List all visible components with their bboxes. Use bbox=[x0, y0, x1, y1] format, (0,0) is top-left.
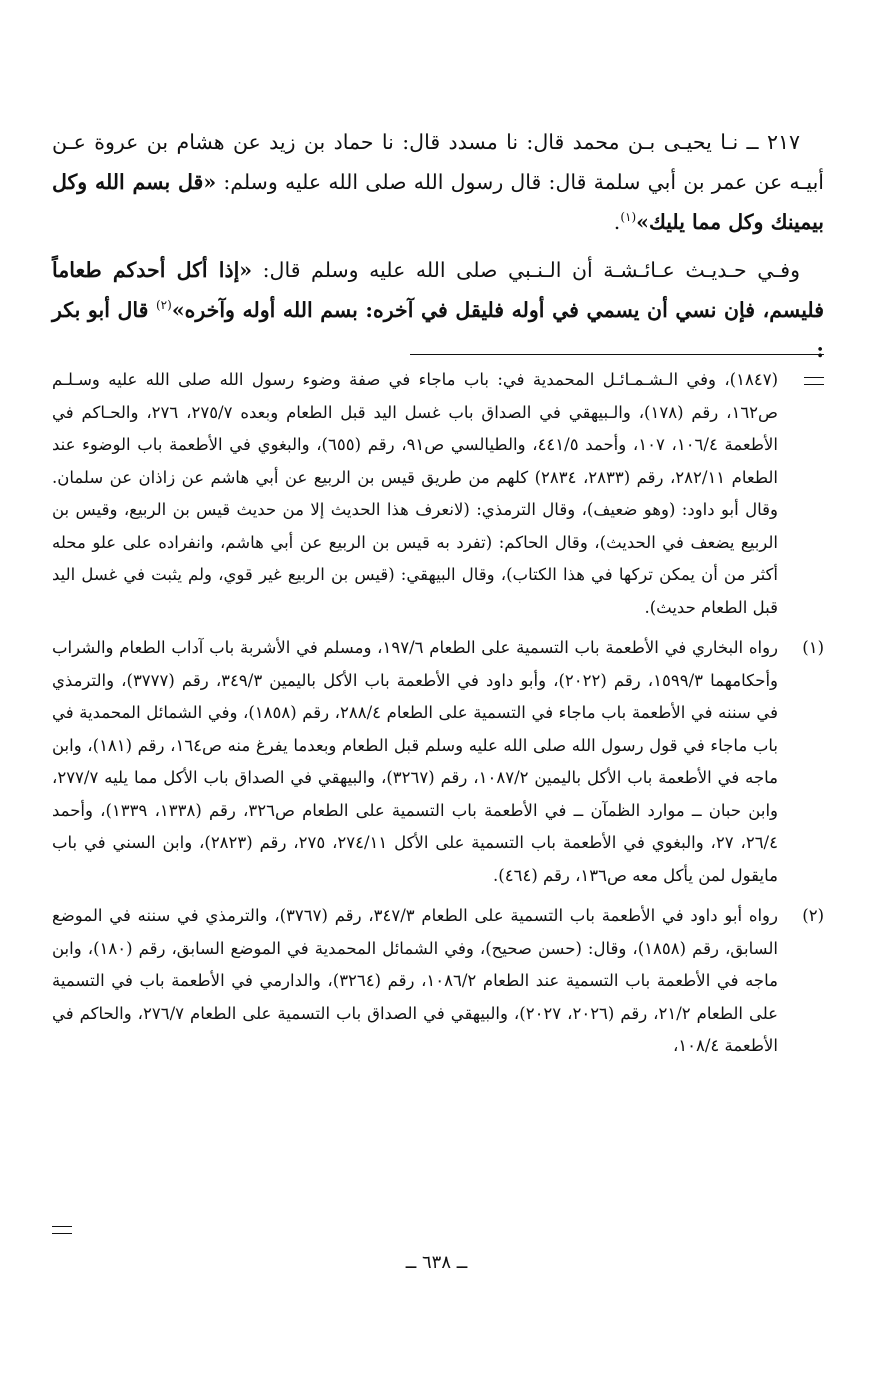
footnote-separator bbox=[410, 354, 824, 355]
aisha-text: وفـي حـديـث عـائـشـة أن الـنـبي صلى الله عليه وسلم قال: bbox=[252, 258, 800, 282]
page-number: ــ ٦٣٨ ــ bbox=[405, 1252, 468, 1273]
hadith-quote: «قل بسم الله وكل بيمينك وكل مما يليك» bbox=[52, 170, 824, 234]
footnote-text: (١٨٤٧)، وفي الـشـمـائـل المحمدية في: باب ماجاء في صفة وضوء رسول الله صلى الله عليه وسـلـم ص١٦٢، رقم (١٧٨)، والـبيهقي في الصداق باب غسل اليد قبل الطعام وبعده ٢٧٥/٧، ٢٧٦، والحـاكم في الأطعمة ١٠٦/٤، ١٠٧، وأحمد ٤٤١/٥، والطيالسي ص٩١، رقم (٦٥٥)، والبغوي في الأطعمة باب الوضوء عند الطعام ٢٨٢/١١، رقم (٢٨٣٣، ٢٨٣٤) كلهم من طريق قيس بن الربيع عن أبي هاشم عن زاذان عن سلمان. وقال أبو داود: (وهو ضعيف)، وقال الترمذي: (لانعرف هذا الحديث إلا من حديث قيس بن الربيع، وقيس بن الربيع يضعف في الحديث)، وقال الحاكم: (تفرد به قيس بن الربيع عن أبي هاشم، وانفراده على علو محله أكثر من أن يمكن تركها في هذا الكتاب)، وقال البيهقي: (قيس بن الربيع غير قوي، ولم يثبت في غسل اليد قبل الطعام حديث). bbox=[52, 370, 778, 617]
footnote-ref-1: (١) bbox=[620, 210, 637, 225]
footnote-text: رواه أبو داود في الأطعمة باب التسمية على الطعام ٣٤٧/٣، رقم (٣٧٦٧)، والترمذي في سننه في الموضع السابق، رقم (١٨٥٨)، وقال: (حسن صحيح)، وفي الشمائل المحمدية في الموضع السابق، رقم (١٨٠)، وابن ماجه في الأطعمة باب التسمية عند الطعام ١٠٨٦/٢، رقم (٣٢٦٤)، والدارمي في الأطعمة باب في التسمية على الطعام ٢١/٢، رقم (٢٠٢٦، ٢٠٢٧)، والبيهقي في الصداق باب التسمية على الطعام ٢٧٦/٧، والحاكم في الأطعمة ١٠٨/٤، bbox=[52, 906, 779, 1055]
footnote-text: رواه البخاري في الأطعمة باب التسمية على الطعام ١٩٧/٦، ومسلم في الأشربة باب آداب الطعام والشراب وأحكامهما ١٥٩٩/٣، رقم (٢٠٢٢)، وأبو داود في الأطعمة باب الأكل باليمين ٣٤٩/٣، رقم (٣٧٧٧)، والترمذي في سننه في الأطعمة باب ماجاء في التسمية على الطعام ٢٨٨/٤، رقم (١٨٥٨)، وفي الشمائل المحمدية في باب ماجاء في قول رسول الله صلى الله عليه وسلم قبل الطعام وبعدما يفرغ منه ص١٦٤، رقم (١٨١)، وابن ماجه في الأطعمة باب الأكل باليمين ١٠٨٧/٢، رقم (٣٢٦٧)، والبيهقي في الصداق باب الأكل مما يليه ٢٧٧/٧، وابن حبان ــ موارد الظمآن ــ في الأطعمة باب التسمية على الطعام ص٣٢٦، رقم (١٣٣٨، ١٣٣٩)، وأحمد ٢٦/٤، ٢٧، والبغوي في الأطعمة باب التسمية على الأكل ٢٧٤/١١، ٢٧٥، رقم (٢٨٢٣)، وابن السني في باب مايقول لمن يأكل معه ص١٣٦، رقم (٤٦٤). bbox=[52, 638, 779, 885]
hadith-paragraph bbox=[52, 122, 824, 242]
footnote-marker: (١) bbox=[802, 638, 824, 657]
footnote-2 bbox=[52, 900, 824, 1063]
footnote-1 bbox=[52, 632, 824, 892]
hadith-text: ــ نـا يحيـى بـن محمد قال: نا مسدد قال: نا حماد بن زيد عن هشام بن عروة عـن أبيـه عن عمر بن أبي سلمة قال: قال رسول الله صلى الله عليه وسلم: bbox=[52, 130, 824, 194]
aisha-paragraph bbox=[52, 250, 824, 370]
continues-next-page-icon bbox=[52, 1226, 72, 1234]
footnote-continued bbox=[52, 364, 824, 624]
main-text bbox=[52, 122, 824, 370]
hadith-number: ٢١٧ bbox=[766, 130, 800, 154]
footnote-ref-2: (٢) bbox=[155, 298, 172, 313]
footnotes bbox=[52, 364, 824, 1071]
aisha-quote: «إذا أكل أحدكم طعاماً فليسم، فإن نسي أن يسمي في أوله فليقل في آخره: بسم الله أوله وآخره» bbox=[52, 258, 824, 322]
continuation-mark-icon bbox=[804, 377, 824, 385]
footnote-marker: (٢) bbox=[802, 906, 824, 925]
hadith-end: . bbox=[613, 210, 621, 234]
aisha-end: قال أبو بكر : bbox=[52, 298, 824, 362]
